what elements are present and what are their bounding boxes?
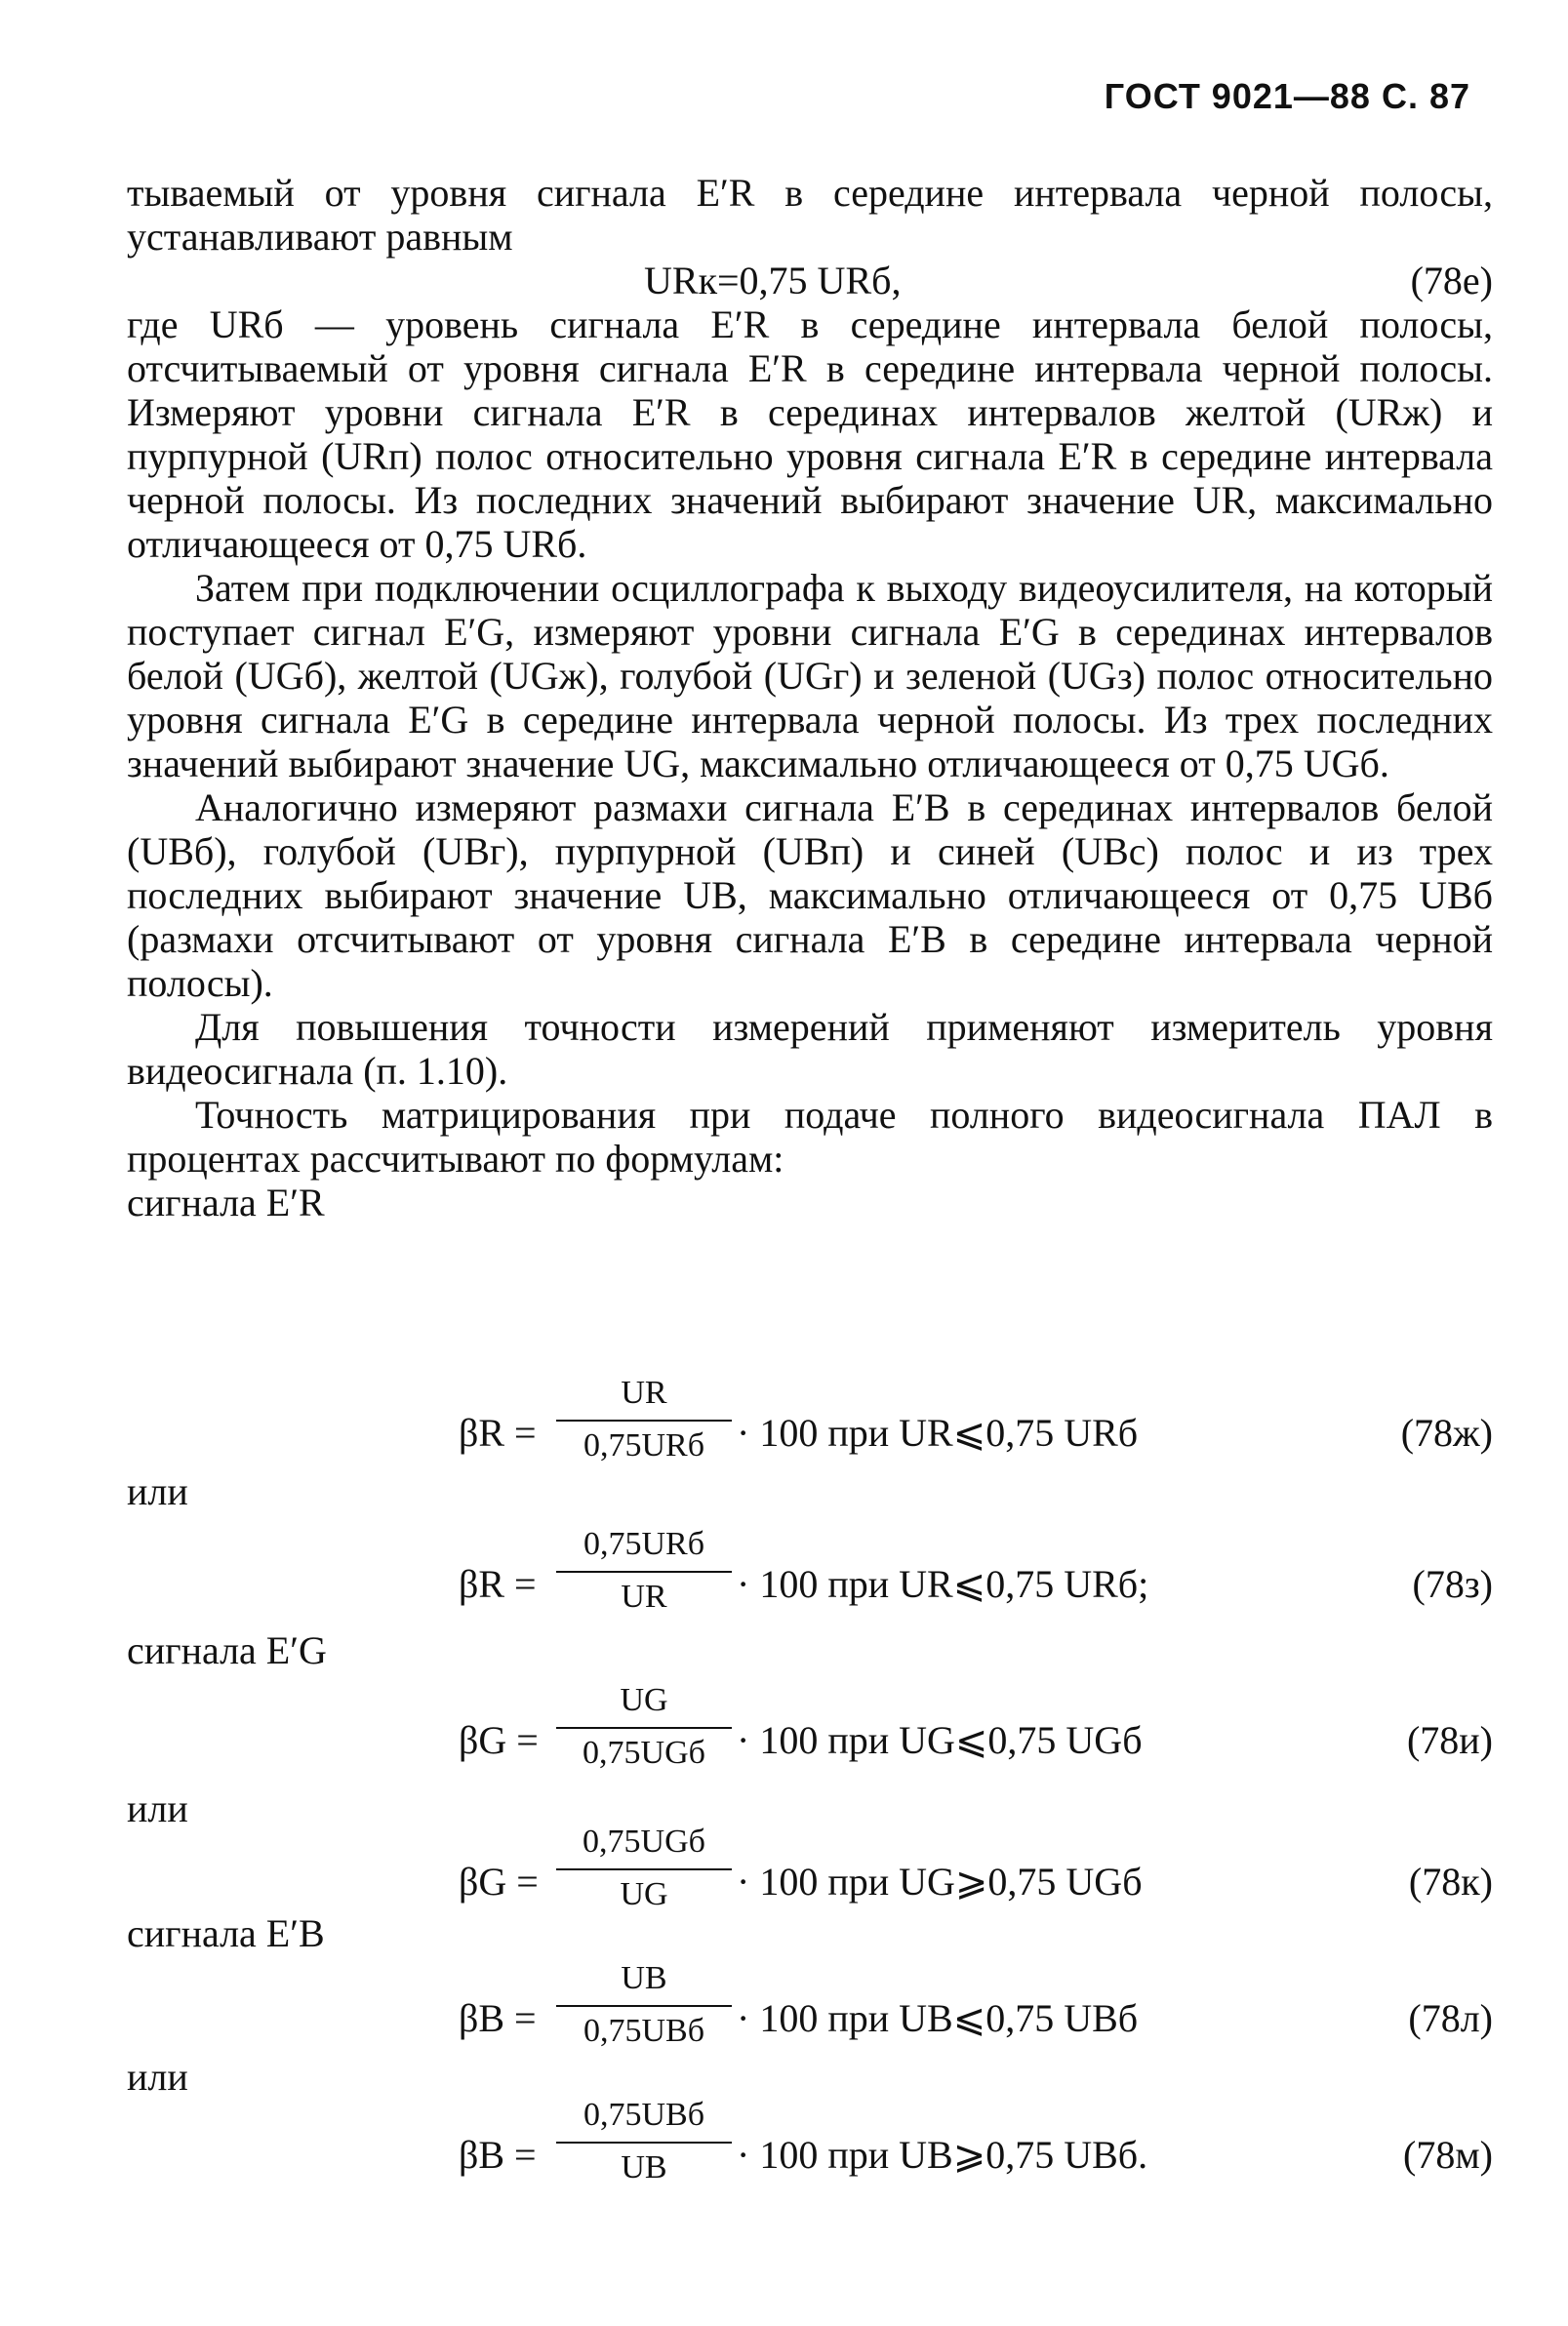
fraction-denominator: UB	[621, 2149, 667, 2186]
formula-fraction	[556, 1371, 732, 1468]
formula-rhs: · 100 при UG⩽0,75 UGб	[737, 1718, 1143, 1762]
label-or-1: или	[127, 1469, 188, 1513]
fraction-numerator: UG	[620, 1682, 668, 1718]
formula-number: (78и)	[1406, 1718, 1493, 1762]
formula-rhs: · 100 при UR⩽0,75 URб;	[737, 1562, 1149, 1606]
paragraph-1-intro: тываемый от уровня сигнала E′R в середине интервала черной полосы, устанавливают равным	[127, 171, 1493, 259]
body-text-block	[127, 171, 1493, 1224]
formula-lhs: βG =	[459, 1860, 539, 1904]
fraction-numerator: UR	[621, 1375, 667, 1411]
formula-78z	[127, 1522, 1493, 1639]
paragraph-1-rest: где URб — уровень сигнала E′R в середине интервала белой полосы, отсчитываемый от уровня сигнала E′R в середине интервала черной полосы. Измеряют уровни сигнала E′R в серединах интервалов желтой (URж) и пурпурной (URп) полос относительно уровня сигнала E′R в середине интервала черной полосы. Из последних значений выбирают значение UR, максимально отличающееся от 0,75 URб.	[127, 302, 1493, 566]
fraction-denominator: 0,75UBб	[583, 2013, 705, 2049]
fraction-bar	[556, 2005, 732, 2007]
paragraph-5: Точность матрицирования при подаче полного видеосигнала ПАЛ в процентах рассчитывают по формулам:	[127, 1093, 1493, 1181]
formula-rhs: · 100 при UB⩽0,75 UBб	[737, 1996, 1139, 2040]
paragraph-2: Затем при подключении осциллографа к выходу видеоусилителя, на который поступает сигнал E′G, измеряют уровни сигнала E′G в серединах интервалов белой (UGб), желтой (UGж), голубой (UGг) и зеленой (UGз) полос относительно уровня сигнала E′G в середине интервала черной полосы. Из трех последних значений выбирают значение UG, максимально отличающееся от 0,75 UGб.	[127, 566, 1493, 785]
formula-rhs: · 100 при UG⩾0,75 UGб	[737, 1860, 1143, 1904]
fraction-numerator: 0,75URб	[583, 1526, 705, 1562]
paragraph-4: Для повышения точности измерений применяют измеритель уровня видеосигнала (п. 1.10).	[127, 1005, 1493, 1093]
formula-number: (78ж)	[1400, 1411, 1493, 1455]
formula-78zh	[127, 1371, 1493, 1488]
formula-lhs: βG =	[459, 1718, 539, 1762]
formula-lhs: βB =	[459, 2133, 537, 2177]
fraction-numerator: UB	[621, 1960, 667, 1996]
formula-rhs: · 100 при UR⩽0,75 URб	[737, 1411, 1139, 1455]
fraction-denominator: 0,75URб	[583, 1427, 705, 1464]
fraction-bar	[556, 1571, 732, 1573]
fraction-bar	[556, 1868, 732, 1870]
formula-78k	[127, 1820, 1493, 1937]
formula-78l	[127, 1956, 1493, 2073]
formula-lhs: βB =	[459, 1996, 537, 2040]
formula-fraction	[556, 1522, 732, 1620]
label-signal-g: сигнала E′G	[127, 1628, 327, 1672]
label-or-3: или	[127, 2055, 188, 2099]
page-header: ГОСТ 9021—88 С. 87	[1104, 76, 1470, 116]
fraction-bar	[556, 1727, 732, 1729]
formula-lhs: βR =	[459, 1411, 537, 1455]
formula-number: (78м)	[1403, 2133, 1493, 2177]
fraction-bar	[556, 2142, 732, 2144]
fraction-denominator: 0,75UGб	[583, 1735, 705, 1771]
fraction-numerator: 0,75UGб	[583, 1824, 705, 1860]
paragraph-3: Аналогично измеряют размахи сигнала E′B в серединах интервалов белой (UBб), голубой (UBг), пурпурной (UBп) и синей (UBс) полос и из трех последних выбирают значение UB, максимально отличающееся от 0,75 UBб (размахи отсчитывают от уровня сигнала E′B в середине интервала черной полосы).	[127, 785, 1493, 1005]
equation-78e	[127, 259, 1493, 302]
fraction-bar	[556, 1420, 732, 1422]
formula-fraction	[556, 1820, 732, 1917]
formula-rhs: · 100 при UB⩾0,75 UBб.	[737, 2133, 1148, 2177]
label-or-2: или	[127, 1786, 188, 1830]
formula-78i	[127, 1678, 1493, 1795]
formula-fraction	[556, 2093, 732, 2190]
formula-fraction	[556, 1678, 732, 1776]
label-signal-b: сигнала E′B	[127, 1911, 325, 1955]
equation-78e-body: URк=0,75 URб,	[644, 259, 902, 302]
formula-lhs: βR =	[459, 1562, 537, 1606]
formula-number: (78з)	[1412, 1562, 1493, 1606]
formula-number: (78к)	[1408, 1860, 1493, 1904]
fraction-denominator: UR	[621, 1579, 667, 1615]
formula-78m	[127, 2093, 1493, 2210]
label-signal-r: сигнала E′R	[127, 1181, 325, 1224]
fraction-denominator: UG	[620, 1876, 668, 1912]
formula-fraction	[556, 1956, 732, 2054]
formula-number: (78л)	[1408, 1996, 1493, 2040]
equation-78e-number: (78е)	[1410, 259, 1493, 302]
fraction-numerator: 0,75UBб	[583, 2097, 705, 2133]
